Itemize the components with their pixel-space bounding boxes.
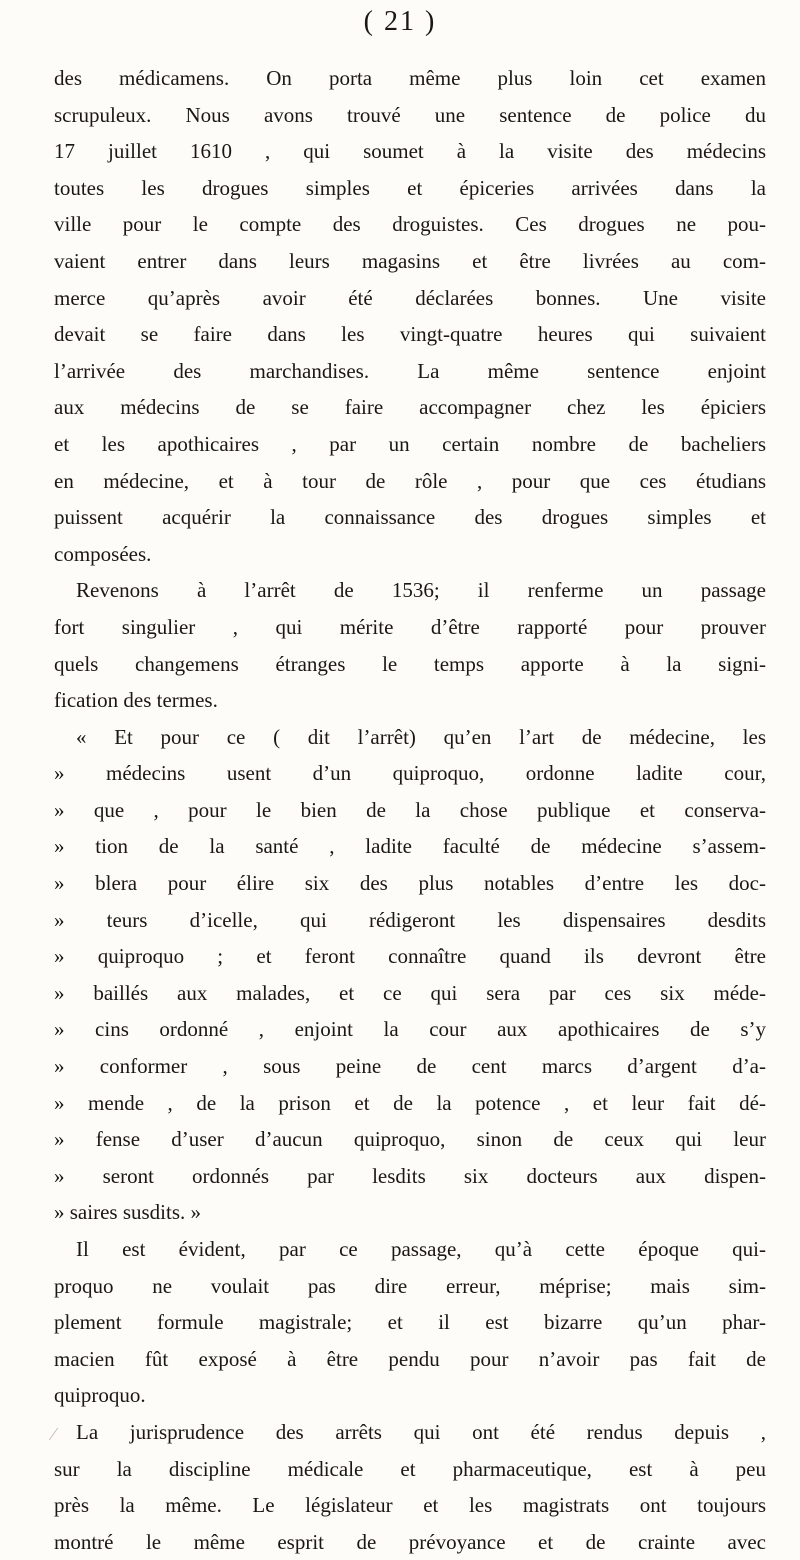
text-line: puissent acquérir la connaissance des drogues simples et: [54, 505, 766, 530]
text-line: » médecins usent d’un quiproquo, ordonne ladite cour,: [54, 761, 766, 786]
text-line: 17 juillet 1610 , qui soumet à la visite des médecins: [54, 139, 766, 164]
text-line: composées.: [54, 541, 152, 566]
text-line: quiproquo.: [54, 1383, 146, 1408]
text-line: macien fût exposé à être pendu pour n’avoir pas fait de: [54, 1346, 766, 1371]
text-line: » conformer , sous peine de cent marcs d’argent d’a-: [54, 1054, 766, 1079]
text-line: devait se faire dans les vingt-quatre heures qui suivaient: [54, 322, 766, 347]
text-line: vaient entrer dans leurs magasins et être livrées au com-: [54, 248, 766, 273]
text-line: » fense d’user d’aucun quiproquo, sinon de ceux qui leur: [54, 1127, 766, 1152]
text-line: » baillés aux malades, et ce qui sera par ces six méde-: [54, 980, 766, 1005]
text-line: montré le même esprit de prévoyance et de crainte avec: [54, 1529, 766, 1554]
text-line: ville pour le compte des droguistes. Ces drogues ne pou-: [54, 212, 766, 237]
text-line: plement formule magistrale; et il est bizarre qu’un phar-: [54, 1310, 766, 1335]
text-line: » teurs d’icelle, qui rédigeront les dispensaires desdits: [54, 907, 766, 932]
text-line: » saires susdits. »: [54, 1200, 201, 1225]
text-line: aux médecins de se faire accompagner chez les épiciers: [54, 395, 766, 420]
text-line: » blera pour élire six des plus notables d’entre les doc-: [54, 871, 766, 896]
body-text: [54, 60, 766, 1560]
page-number: ( 21 ): [363, 6, 437, 37]
text-line: et les apothicaires , par un certain nombre de bacheliers: [54, 431, 766, 456]
text-line: » tion de la santé , ladite faculté de médecine s’assem-: [54, 834, 766, 859]
text-line: l’arrivée des marchandises. La même sentence enjoint: [54, 358, 766, 383]
text-line: » cins ordonné , enjoint la cour aux apothicaires de s’y: [54, 1017, 766, 1042]
text-line: » seront ordonnés par lesdits six docteurs aux dispen-: [54, 1163, 766, 1188]
text-line: en médecine, et à tour de rôle , pour que ces étudians: [54, 468, 766, 493]
text-line: » que , pour le bien de la chose publique et conserva-: [54, 797, 766, 822]
text-line: toutes les drogues simples et épiceries arrivées dans la: [54, 175, 766, 200]
text-line: proquo ne voulait pas dire erreur, méprise; mais sim-: [54, 1273, 766, 1298]
text-line: » mende , de la prison et de la potence , et leur fait dé-: [54, 1090, 766, 1115]
paper-mark: ⁄: [52, 1424, 56, 1444]
text-line: fication des termes.: [54, 688, 218, 713]
text-line: fort singulier , qui mérite d’être rapporté pour prouver: [54, 614, 766, 639]
text-line: scrupuleux. Nous avons trouvé une sentence de police du: [54, 102, 766, 127]
text-line: Il est évident, par ce passage, qu’à cette époque qui-: [76, 1237, 766, 1261]
text-line: Revenons à l’arrêt de 1536; il renferme un passage: [76, 578, 766, 603]
text-line: » quiproquo ; et feront connaître quand ils devront être: [54, 944, 766, 969]
text-line: merce qu’après avoir été déclarées bonnes. Une visite: [54, 285, 766, 310]
text-line: sur la discipline médicale et pharmaceutique, est à peu: [54, 1456, 766, 1481]
text-line: « Et pour ce ( dit l’arrêt) qu’en l’art de médecine, les: [76, 724, 766, 749]
text-line: La jurisprudence des arrêts qui ont été rendus depuis ,: [76, 1419, 766, 1444]
text-line: quels changemens étranges le temps apporte à la signi-: [54, 651, 766, 676]
text-line: des médicamens. On porta même plus loin cet examen: [54, 66, 766, 90]
text-line: près la même. Le législateur et les magistrats ont toujours: [54, 1493, 766, 1518]
